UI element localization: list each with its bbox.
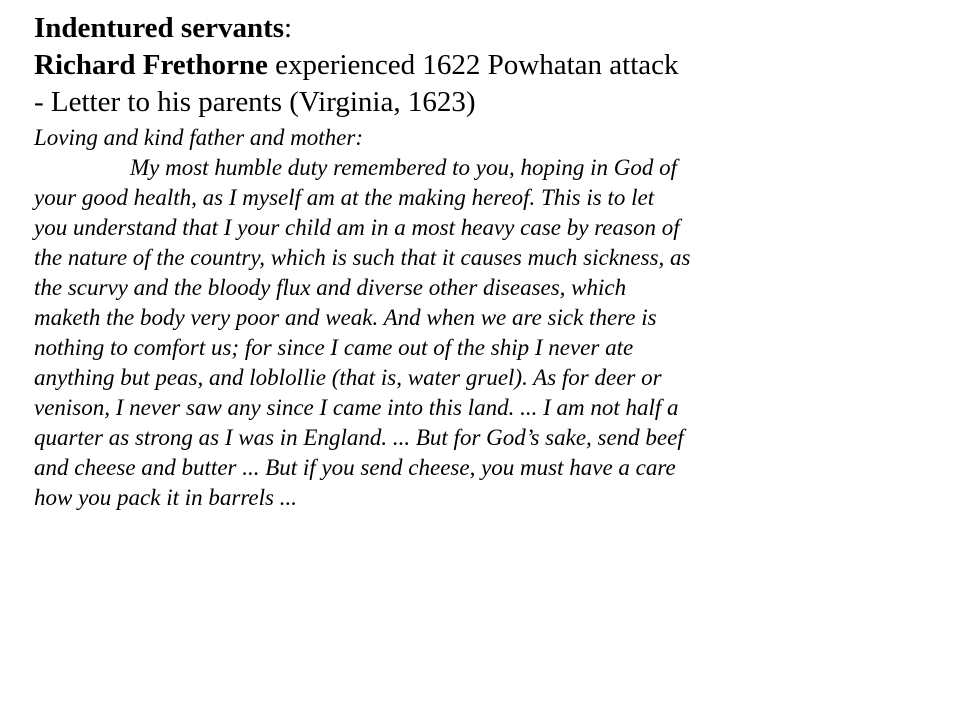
letter-line: the scurvy and the bloody flux and diverse other diseases, which bbox=[34, 275, 627, 300]
letter-line: nothing to comfort us; for since I came out of the ship I never ate bbox=[34, 335, 634, 360]
letter-line: your good health, as I myself am at the making hereof. This is to let bbox=[34, 185, 655, 210]
letter-line: venison, I never saw any since I came into this land. ... I am not half a bbox=[34, 395, 679, 420]
letter-text bbox=[34, 123, 954, 513]
letter-line: and cheese and butter ... But if you send cheese, you must have a care bbox=[34, 455, 676, 480]
letter-line: quarter as strong as I was in England. ... But for God’s sake, send beef bbox=[34, 425, 684, 450]
heading-colon: : bbox=[284, 12, 293, 44]
letter-line: how you pack it in barrels ... bbox=[34, 485, 297, 510]
heading-line-2 bbox=[34, 47, 954, 84]
heading-line-1 bbox=[34, 10, 954, 47]
letter-line: anything but peas, and loblollie (that is, water gruel). As for deer or bbox=[34, 365, 662, 390]
letter-salutation: Loving and kind father and mother: bbox=[34, 125, 363, 150]
letter-line: maketh the body very poor and weak. And when we are sick there is bbox=[34, 305, 657, 330]
letter-line: you understand that I your child am in a most heavy case by reason of bbox=[34, 215, 680, 240]
heading-line-3: - Letter to his parents (Virginia, 1623) bbox=[34, 86, 476, 118]
author-name: Richard Frethorne bbox=[34, 49, 268, 81]
heading-topic: Indentured servants bbox=[34, 12, 285, 44]
author-description: experienced 1622 Powhatan attack bbox=[267, 49, 679, 81]
heading bbox=[34, 10, 954, 121]
slide bbox=[34, 10, 954, 513]
letter-line: the nature of the country, which is such that it causes much sickness, as bbox=[34, 245, 691, 270]
letter-line: My most humble duty remembered to you, hoping in God of bbox=[130, 155, 678, 180]
